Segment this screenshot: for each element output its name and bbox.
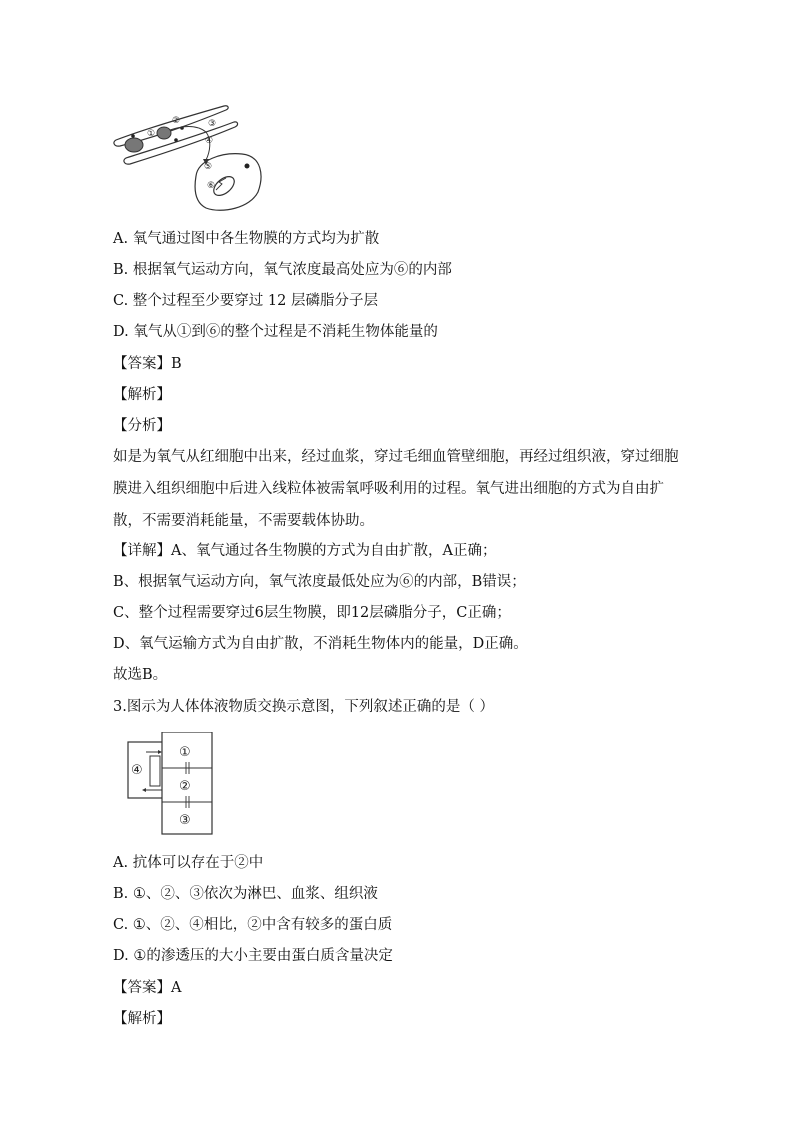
q2-option-d: D. 氧气从①到⑥的整个过程是不消耗生物体能量的 <box>113 324 438 340</box>
q2-answer: 【答案】B <box>113 356 182 372</box>
q2-detail-a: 【详解】A、氧气通过各生物膜的方式为自由扩散，A正确； <box>113 543 497 559</box>
q2-detail-b: B、根据氧气运动方向，氧气浓度最低处应为⑥的内部，B错误； <box>113 574 526 590</box>
figure-body-fluid-exchange <box>124 732 216 836</box>
q2-option-b: B. 根据氧气运动方向，氧气浓度最高处应为⑥的内部 <box>113 262 452 278</box>
fluid-label-4: ④ <box>131 763 143 778</box>
q3-answer: 【答案】A <box>113 980 182 996</box>
label-1: ① <box>147 129 156 139</box>
figure-oxygen-pathway <box>112 96 272 216</box>
body-fluid-diagram <box>124 732 216 836</box>
label-4: ④ <box>205 136 214 146</box>
label-5: ⑤ <box>204 162 213 172</box>
q3-option-d: D. ①的渗透压的大小主要由蛋白质含量决定 <box>113 948 393 964</box>
q2-detail-d: D、氧气运输方式为自由扩散，不消耗生物体内的能量，D正确。 <box>113 636 528 652</box>
fluid-label-2: ② <box>179 779 191 794</box>
fluid-label-3: ③ <box>179 813 191 828</box>
label-2: ② <box>172 116 181 126</box>
oxygen-pathway-diagram <box>112 96 272 216</box>
q2-conclusion: 故选B。 <box>113 667 168 683</box>
q2-fenxi-heading: 【分析】 <box>113 418 171 434</box>
q3-option-a: A. 抗体可以存在于②中 <box>113 855 264 871</box>
q2-detail-c: C、整个过程需要穿过6层生物膜，即12层磷脂分子，C正确； <box>113 605 511 621</box>
label-3: ③ <box>208 119 217 129</box>
q3-analysis-heading: 【解析】 <box>113 1011 171 1027</box>
fluid-label-1: ① <box>179 745 191 760</box>
q3-option-c: C. ①、②、④相比，②中含有较多的蛋白质 <box>113 917 393 933</box>
q2-fenxi-text: 如是为氧气从红细胞中出来，经过血浆，穿过毛细血管壁细胞，再经过组织液，穿过细胞膜进入组织细胞中后进入线粒体被需氧呼吸利用的过程。氧气进出细胞的方式为自由扩散，不需要消耗能量，不需要载体协助。 <box>113 449 679 529</box>
q2-analysis-heading: 【解析】 <box>113 387 171 403</box>
q2-option-c: C. 整个过程至少要穿过 12 层磷脂分子层 <box>113 293 378 309</box>
label-6: ⑥ <box>207 181 216 191</box>
q3-question: 3.图示为人体体液物质交换示意图，下列叙述正确的是（ ） <box>113 699 494 715</box>
q3-option-b: B. ①、②、③依次为淋巴、血浆、组织液 <box>113 886 378 902</box>
q2-option-a: A. 氧气通过图中各生物膜的方式均为扩散 <box>113 231 380 247</box>
